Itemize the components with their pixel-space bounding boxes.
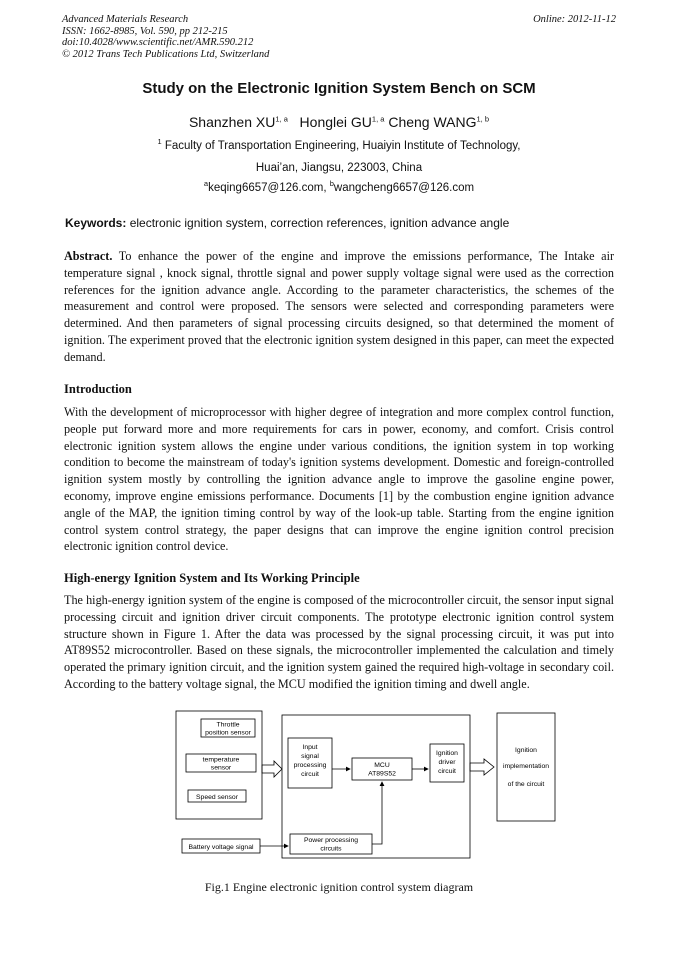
email-a-sup: a	[203, 179, 209, 189]
sensor-arrow	[262, 761, 282, 777]
keywords-text: electronic ignition system, correction references, ignition advance angle	[129, 216, 510, 230]
issn: ISSN: 1662-8985, Vol. 590, pp 212-215	[62, 25, 228, 37]
throttle-label-1: Throttle	[216, 721, 240, 729]
temperature-label-2: sensor	[210, 764, 232, 772]
section-heading: High-energy Ignition System and Its Working Principle	[64, 571, 360, 585]
input-proc-4: circuit	[301, 771, 319, 778]
journal-name: Advanced Materials Research	[62, 14, 189, 25]
mcu-label-1: MCU	[374, 762, 390, 769]
journal-header	[62, 14, 616, 60]
abstract	[64, 248, 614, 366]
author-3-sup: 1, b	[476, 114, 490, 124]
input-proc-3: processing	[293, 762, 327, 769]
paper-title: Study on the Electronic Ignition System Bench on SCM	[142, 80, 536, 97]
implementation-label-3: of the circuit	[507, 781, 545, 788]
driver-label-2: driver	[438, 759, 456, 766]
keywords-label: Keywords:	[65, 216, 127, 230]
authors	[0, 114, 678, 130]
author-1-sup: 1, a	[275, 114, 288, 124]
section-text: The high-energy ignition system of the engine is composed of the microcontroller circuit, the sensor input signal processing circuit and ignition driver circuit components. The prototype electronic ignition control system structure shown in Figure 1. After the data was processed by the signal processing circuit, it was put into AT89S52 microcontroller. Based on these signals, the microcontroller implemented the calculation and timely operated the primary ignition circuit, and the ignition system gained the required high-voltage in secondary coil. According to the battery voltage signal, the MCU modified the ignition timing and dwell angle.	[64, 593, 614, 691]
affiliation-sup: 1	[157, 137, 162, 147]
online-date: Online: 2012-11-12	[533, 14, 616, 25]
abstract-text: To enhance the power of the engine and improve the emissions performance, The Intake air temperature signal , knock signal, throttle signal and power supply voltage signal were used as the correction references for the ignition advance angle. According to the parameter characteristics, the schemes of the measurement and control were proposed. The sensors were selected and corresponding parameters were determined. And then parameters of signal processing circuits designed, so that determined the moment of ignition. The experiment proved that the electronic ignition system designed in this paper, can meet the expected demand.	[64, 249, 615, 364]
speed-sensor-label: Speed sensor	[196, 794, 238, 801]
author-2: Honglei GU	[299, 114, 372, 130]
figure-caption: Fig.1 Engine electronic ignition control system diagram	[204, 880, 474, 894]
system-diagram	[170, 708, 562, 863]
copyright: © 2012 Trans Tech Publications Ltd, Switzerland	[62, 48, 270, 60]
input-proc-1: Input	[302, 744, 318, 751]
abstract-label: Abstract.	[64, 249, 113, 263]
keywords	[65, 216, 509, 230]
driver-label-1: Ignition	[436, 750, 458, 757]
implementation-label-2: implementation	[502, 763, 550, 770]
email-a: keqing6657@126.com,	[208, 182, 327, 194]
affiliation-line-2: Huai’an, Jiangsu, 223003, China	[255, 162, 423, 174]
power-proc-2: circuits	[320, 845, 342, 853]
introduction-heading: Introduction	[64, 382, 132, 396]
doi: doi:10.4028/www.scientific.net/AMR.590.212	[62, 37, 254, 48]
author-1: Shanzhen XU	[188, 114, 276, 130]
throttle-label-2: position sensor	[205, 729, 251, 737]
power-to-mcu-arrow	[372, 782, 382, 844]
output-arrow	[470, 759, 494, 775]
temperature-label-1: temperature	[202, 756, 240, 764]
input-proc-2: signal	[301, 753, 319, 760]
power-proc-1: Power processing	[303, 837, 359, 844]
email-b-sup: b	[329, 179, 334, 189]
mcu-label-2: AT89S52	[368, 770, 396, 778]
emails	[0, 179, 678, 194]
battery-label: Battery voltage signal	[188, 844, 254, 851]
implementation-label-1: Ignition	[515, 747, 537, 754]
driver-label-3: circuit	[438, 768, 456, 775]
author-3: Cheng WANG	[388, 114, 477, 130]
author-2-sup: 1, a	[371, 114, 385, 124]
affiliation-line-1	[0, 137, 678, 152]
introduction-text: With the development of microprocessor with higher degree of integration and more complex control function, people put forward more and more requirements for cars in power, economy, and comfort. Crisis control electronic ignition system allows the engine under various conditions, the ignition system in top working condition to become the mainstream of today's ignition systems development. Domestic and foreign-controlled ignition system mostly by controlling the ignition advance angle to improve the gasoline engine power, economy, improve engine emissions performance. Documents [1] by the combustion engine ignition advance angle of the MAP, the ignition timing control by way of the look-up table. Starting from the engine ignition control system control strategy, the paper designs that can improve the engine ignition control precision electronic ignition control device.	[64, 405, 614, 554]
affiliation-text: Faculty of Transportation Engineering, Huaiyin Institute of Technology,	[164, 140, 521, 152]
email-b: wangcheng6657@126.com	[333, 182, 475, 194]
